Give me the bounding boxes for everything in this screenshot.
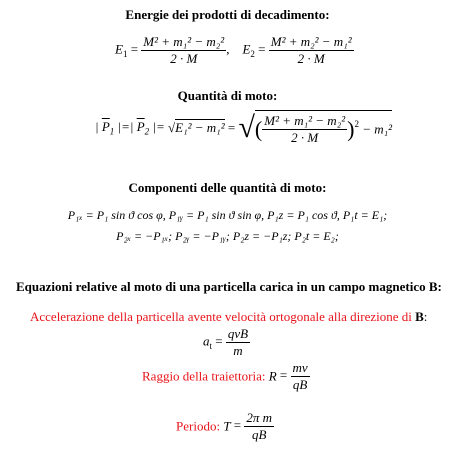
components-row-1: P₁ₓ = P₁ sin ϑ cos φ, P₁ᵧ = P₁ sin ϑ sin φ, P₁z = P₁ cos ϑ, P₁t = E₁; <box>67 208 388 222</box>
radius-denominator: qB <box>291 376 310 393</box>
radius-lhs: R <box>268 368 277 384</box>
period-lhs: T <box>223 418 231 434</box>
acceleration-label <box>30 309 427 325</box>
momentum-title: Quantità di moto: <box>177 88 278 103</box>
momentum-tail: − m₁² <box>362 121 393 137</box>
e1-numerator: M² + m₁² − m₂² <box>143 34 225 49</box>
components-row-2: P₂ₓ = −P₁ₓ; P₂ᵧ = −P₁ᵧ; P₂z = −P₁z; P₂t = E₂; <box>116 229 339 243</box>
radius-label: Raggio della traiettoria: <box>142 368 266 384</box>
energy-formulas: $E_1$ = $\frac{\text{M² + m₁² − m₂²}}{2 \cdot M}$ , $E_2$ = $\frac{\text{M² + m₂² − m₁²}}{2 \cdot M}$ <box>115 34 352 66</box>
acceleration-numerator: qvB <box>227 326 249 341</box>
acceleration-label-bold: B <box>415 309 424 324</box>
period-formula: Periodo: T = $\frac{\text{2π m}}{qB}$ <box>176 410 273 442</box>
acceleration-denominator: m <box>226 342 250 359</box>
energy-title: Energie dei prodotti di decadimento: <box>125 7 330 22</box>
acceleration-label-suffix: : <box>423 309 428 324</box>
momentum-sqrt1: E₁² − m₁² <box>175 120 225 135</box>
e2-fraction <box>269 34 354 67</box>
radius-numerator: mv <box>292 360 308 375</box>
e2-numerator: M² + m₂² − m₁² <box>270 34 352 49</box>
components-title: Componenti delle quantità di moto: <box>128 180 327 195</box>
momentum-denominator: 2 · M <box>262 129 347 146</box>
acceleration-formula: $a_t$ = $\frac{\text{qvB}}{m}$ <box>203 326 249 358</box>
radius-formula: Raggio della traiettoria: R = $\frac{mv}{qB}$ <box>142 360 308 392</box>
acceleration-label-text: Accelerazione della particella avente velocità ortogonale alla direzione di <box>30 309 416 324</box>
momentum-formula: | $\overline{P}_1$ |=| $\overline{P}_2$ |= √E₁² − m₁² = √( $\frac{\text{M² + m₁² − m₂²}}{2 \cdot M}$ )$^2$ − m₁² <box>95 111 393 145</box>
e1-denominator: 2 · M <box>141 50 226 67</box>
period-numerator: 2π m <box>246 410 273 425</box>
momentum-numerator: M² + m₁² − m₂² <box>264 113 346 128</box>
e1-fraction <box>141 34 226 67</box>
period-label: Periodo: <box>176 418 221 434</box>
magnetic-title: Equazioni relative al moto di una particella carica in un campo magnetico B: <box>16 279 442 294</box>
period-denominator: qB <box>244 426 274 443</box>
e2-denominator: 2 · M <box>269 50 354 67</box>
acceleration-lhs: a <box>203 333 210 349</box>
